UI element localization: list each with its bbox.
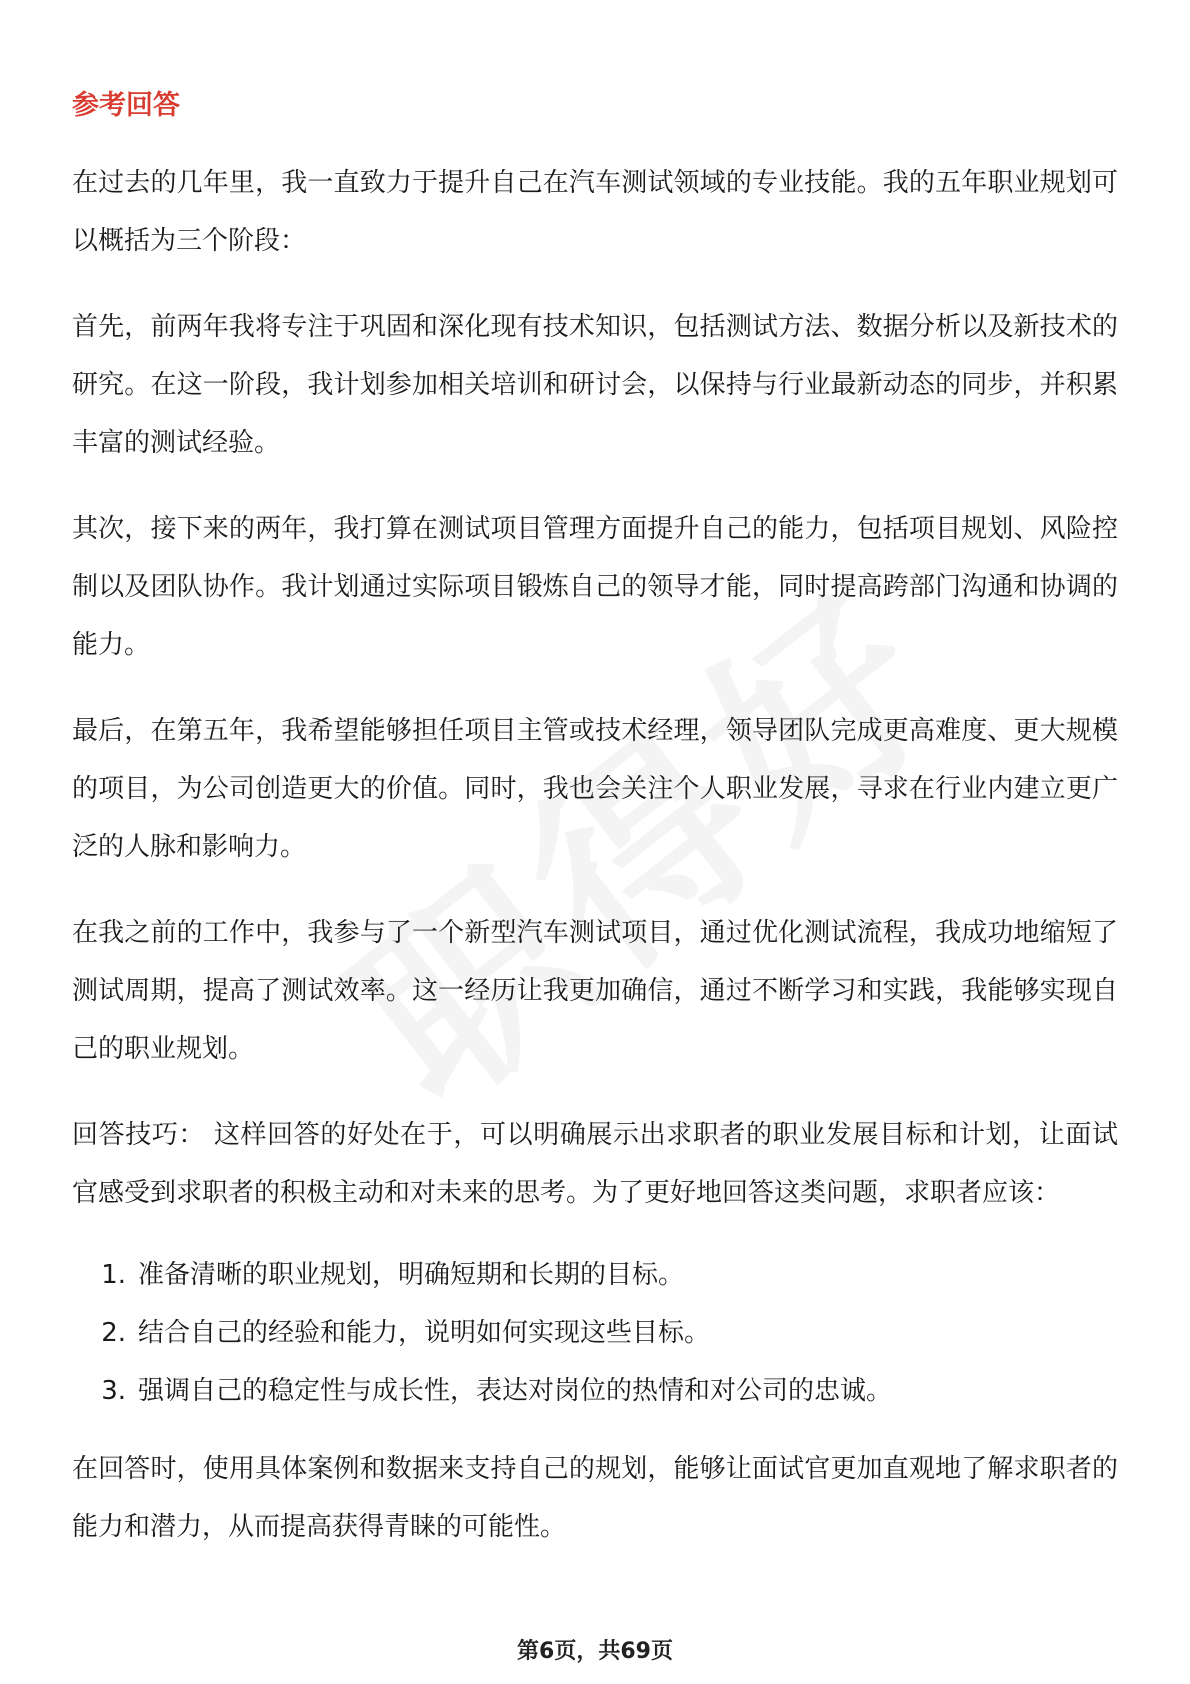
list-item-number: 1. (101, 1260, 126, 1290)
list-item (72, 1246, 1118, 1304)
list-item-number: 3. (101, 1376, 126, 1406)
list-item-text: 结合自己的经验和能力，说明如何实现这些目标。 (138, 1318, 711, 1348)
answer-tips: 回答技巧： 这样回答的好处在于，可以明确展示出求职者的职业发展目标和计划，让面试官感受到求职者的积极主动和对未来的思考。为了更好地回答这类问题，求职者应该： (72, 1120, 1118, 1208)
paragraph-experience: 在我之前的工作中，我参与了一个新型汽车测试项目，通过优化测试流程，我成功地缩短了测试周期，提高了测试效率。这一经历让我更加确信，通过不断学习和实践，我能够实现自己的职业规划。 (72, 918, 1118, 1064)
list-item (72, 1362, 1118, 1420)
list-item (72, 1304, 1118, 1362)
list-item-number: 2. (101, 1318, 126, 1348)
section-title: 参考回答 (72, 90, 180, 121)
paragraph-intro: 在过去的几年里，我一直致力于提升自己在汽车测试领域的专业技能。我的五年职业规划可以概括为三个阶段： (72, 168, 1118, 256)
list-item-text: 强调自己的稳定性与成长性，表达对岗位的热情和对公司的忠诚。 (138, 1376, 893, 1406)
page-number: 第6页，共69页 (517, 1639, 673, 1664)
tips-list (72, 1246, 1118, 1420)
paragraph-closing: 在回答时，使用具体案例和数据来支持自己的规划，能够让面试官更加直观地了解求职者的能力和潜力，从而提高获得青睐的可能性。 (72, 1454, 1118, 1542)
paragraph-stage-2: 其次，接下来的两年，我打算在测试项目管理方面提升自己的能力，包括项目规划、风险控制以及团队协作。我计划通过实际项目锻炼自己的领导才能，同时提高跨部门沟通和协调的能力。 (72, 514, 1118, 660)
paragraph-stage-1: 首先，前两年我将专注于巩固和深化现有技术知识，包括测试方法、数据分析以及新技术的研究。在这一阶段，我计划参加相关培训和研讨会，以保持与行业最新动态的同步，并积累丰富的测试经验。 (72, 312, 1118, 458)
paragraph-stage-3: 最后，在第五年，我希望能够担任项目主管或技术经理，领导团队完成更高难度、更大规模的项目，为公司创造更大的价值。同时，我也会关注个人职业发展，寻求在行业内建立更广泛的人脉和影响力。 (72, 716, 1118, 862)
document-page (72, 80, 1118, 1584)
list-item-text: 准备清晰的职业规划，明确短期和长期的目标。 (138, 1260, 685, 1290)
